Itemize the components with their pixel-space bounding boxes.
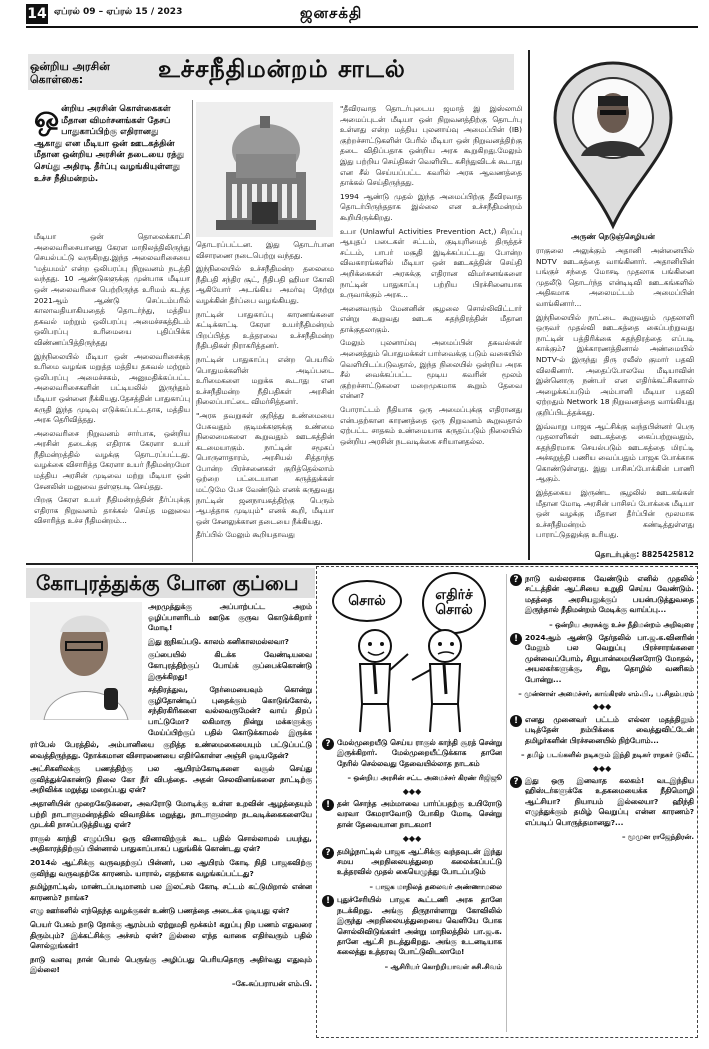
cartoon-figures [330,624,490,734]
quote-source: – ஆசிரியர் கொற்றியாவள் சுசி.சிவம் [384,962,502,971]
quote-text: எனது முனைவர் பட்டம் எல்லா மதத்திலும் படித்தேன் நம்பிக்கை வைத்துவிட்டேன் தமிழர்களின் பிரச்சனையில் நிற்போம்... [525,714,694,745]
speech-bubble-right: எதிர்ச் சொல் [422,572,486,634]
page-number: 14 [27,6,47,22]
opinion-body-text [30,740,312,1036]
quote-source: – முன்னாள் அமைச்சர், காங்கிரஸ் எம்.பி., ப.சிதம்பரம் [518,690,694,699]
paragraph: 2014ல் ஆட்சிக்கு வருவதற்குப் பின்னர், பல ஆயிரம் கோடி நிதி பாஜகவிற்கு குவிந்து வருவதற்கே காரணம். யாரால், எதற்காக வழங்கப்பட்டது? [30,857,312,878]
paragraph: நாட்டின் பாதுகாப்பு என்ற பெயரில் பொதுமக்களின் அடிப்படை உரிமைகளை மறுக்க கூடாது என உச்சநீதிமன்ற நீதிபதிகள் அரசின் நிலைப்பாட்டை விமர்சித்தனர். [196,354,334,407]
question-mark-icon: ? [322,847,334,859]
separator-diamonds-icon: ◆◆◆ [402,834,422,844]
separator-diamonds-icon: ◆◆◆ [592,702,612,712]
paragraph: அலைவரிசை நிறுவனம் சார்பாக, ஒன்றிய அரசின் தடைக்கு எதிராக கேரளா உயர் நீதிமன்றத்தில் வழக்கு தொடரப்பட்டது. வழக்கை விசாரித்த கேரளா உயர் நீதிமன்றமோ மத்திய அரசின் முடிவை மற்று மீடியா ஒன் சேனலின் மனுவை தள்ளுபடி செய்தது. [34,428,190,491]
quote-text: தன் சொந்த அம்மாவை பார்ப்பதற்கு உயிரோடு வரவா கேமராவோடு போகிற மோடி சென்று தான் தேவையான நாடகமா! [337,799,502,829]
dropcap: ஒ [34,100,60,135]
masthead: ஜனசக்தி [300,4,363,22]
section-rule [26,563,698,565]
contact-phone: தொடர்புக்கு: 8825425812 [594,550,694,559]
exclamation-mark-icon: ! [510,633,522,645]
opinion-title: கோபுரத்துக்கு போன குப்பை [26,568,315,598]
column-divider [528,50,530,560]
article-column-3 [340,104,522,562]
paragraph: அறமுத்துக்கு அப்பாற்பட்ட அறம் ஓழிப்பாளரிடம் ஊடுக குருவ கொடுக்கிறார் மோடி! [148,602,312,633]
quote-source: – பாஜக மாநிலத் தலைவர் அண்ணாமலை [369,882,502,891]
quote-column-left [322,738,502,1034]
paragraph: மீடியா ஒன் தொலைக்காட்சி அலைவரிசையானது கேரள மாநிலத்திலிருந்து செயல்பட்டு வருகிறது.இந்த அலைவரிசையை 'மத்யமம்' என்ற ஒலிபரப்பு நிறுவனம் நடத்தி வந்தது. 10 ஆண்டுகளுக்கு முன்பாக மீடியா ஒன் அலைவரிசை பெற்றிருந்த உரிமம் கடந்த 2021ஆம் ஆண்டு செப்டம்பரில் காலாவதியாகியதைத் தொடர்ந்து, மத்திய தகவல் மற்றும் ஒலிபரப்பு அமைச்சகத்திடம் ஒலிபரப்பு உரிமையை புதிப்பிக்க விண்ணப்பித்திருந்தது [34,232,190,347]
paragraph: இந்நிலையில் மீடியா ஒன் அலைவரிசைக்கு உரிமை வழங்க மறுத்த மத்திய தகவல் மற்றும் ஒலிபரப்பு அமைச்சகம், அனுமதிக்கப்பட்ட அலைவரிசைகளின் பட்டியலில் இருந்தும் மீடியா ஒன்னை நீக்கியது.தேசத்தின் பாதுகாப்பு கருதி இந்த முடிவு எடுக்கப்பட்டதாக, மத்திய அரசு தெரிவித்தது. [34,351,190,425]
paragraph: ராகுல் காந்தி எழுப்பிய ஒரு வினாவிற்குக் கூட பதில் சொல்லாமல் பயந்து, அதிகாரத்திற்குப் பின்னால் பாதுகாப்பாகப் பதுங்கிக் கொண்டது ஏன்? [30,833,312,854]
quote-text: 2024ஆம் ஆண்டு தேர்தலில் பா.ஜ.க.வினரின் மேலும் பல வெறுப்பு பிரச்சாரங்களை முன்வைப்போம், சிறுபான்மையினரோடு மோதல், அயலகர்களுக்கு, சிறு, தொழில் வணிகம் போன்று... [525,633,694,684]
quote-item [322,799,502,830]
paragraph: இந்நிலையில் உச்சநீதிமன்ற தலைமை நீதிபதி சந்திர சூட், நீதிபதி ஹிமா கோலி ஆகியோர் அடங்கிய அமர்வு நேற்று வழக்கின் தீர்ப்பை வழங்கியது. [196,264,334,305]
paragraph: குப்பையில் கிடக்க வேண்டியவை கோபுரத்திற்குப் போய்க் குப்பைக்கொண்டு இருக்கிறது! [148,650,312,681]
paragraph: தமிழ்நாட்டில், மாண்டப்படிமானம் பல இலட்சம் கோடி சட்டம் கட்டுமிறால் என்ன காரணம்? நாங்க? [30,882,312,902]
quote-text: நாடு வல்லரசாக வேண்டும் எனில் முதலில் சட்டத்தின் ஆட்சியை உறுதி செய்ய வேண்டும். மதத்தை அரசியலுக்குப் பயன்படுத்துவதை இருந்தால் நீதிமன்றம் மேடிக்கு வாய்ப்பு... [525,574,694,615]
header-rule [26,26,698,28]
quote-text: புதுச்சேரியில் பாஜக கூட்டணி அரசு தானே நடக்கிறது. அங்கு திருநாள்ளாறு கோவிலில் இருந்து அறநிலையத்துறையை வெளியே போக சொல்லிவிடுங்கள்! அன்று மாநிலத்தில் பா.ஜ.க. தானே ஆட்சி நடத்துகிறது. அங்கு உடனடியாக கலைத்து உத்தரவு போட்டுவிடலாமே! [337,895,502,957]
article-column-1 [34,232,190,562]
article-intro [34,100,186,185]
columnist-photo [30,602,142,720]
court-building-image [196,102,333,237]
paragraph: தீர்ப்பில் மேலும் கூறியதாவது [196,530,295,540]
exclamation-mark-icon: ! [510,715,522,727]
quote-item [510,633,694,685]
question-mark-icon: ? [322,738,334,750]
author-photo [536,58,691,178]
exclamation-mark-icon: ! [322,895,334,907]
exclamation-mark-icon: ! [322,799,334,811]
quote-item [322,847,502,878]
speech-bubble-left: சொல் [332,580,402,622]
intro-text: ன்றிய அரசின் கொள்கைகள் மீதான விமர்சனங்கள் தேசப் பாதுகாப்பிற்கு எதிரானது ஆகாது என மீடியா ஒன் ஊடகத்தின் மீதான ஒன்றிய அரசின் தடையை ரத்து செய்து அதிரடி தீர்ப்பு வழங்கியுள்ளது உச்ச நீதிமன்றம். [34,104,185,184]
separator-diamonds-icon: ◆◆◆ [402,786,422,796]
paragraph: "அரசு தவறுகள் குறித்து உண்மையை பேசுவதும் குடிமக்களுக்கு உண்மை நிலைமைகளை கூறுவதும் ஊடகத்தின் கடமையாகும். நாட்டின் சமூகப் பொருளாதாரம், அரசியல் சித்தாந்த போன்ற பிரச்சனைகள் குறித்தெல்லாம் ஒற்றை பட்டையான கருத்துக்கள் மட்டுமே பேச வேண்டும் எனக் கருதுவது நாட்டின் ஜனநாயகத்திற்கு பெரும் ஆபத்தாக முடியும்" எனக் கூறி, மீடியா ஒன் சேனலுக்கான தடையை நீக்கியது. [196,410,334,526]
quote-source: – ஒன்றிய அரசுக்கு உச்ச நீதிமன்றம் அறிவுரை [549,620,694,629]
columnist-portrait-image [30,602,142,720]
question-mark-icon: ? [510,574,522,586]
article-kicker: ஒன்றிய அரசின் கொள்கை: [30,60,110,86]
quote-text: மேல்முறையீடு செய்ய ராகுல் காந்தி சூரத் சென்று இருக்கிறார். மேல்முறையீட்டுக்காக தானே நேரில் செல்லவது தேவையில்லாத நாடகம் [337,738,502,768]
quote-text: இது ஒரு இனவாத கலகம்! வடஇந்திய ஹிஸ்டர்களுக்கே உதகமையைக்க நீதிமொழி ஆட்சியா? நியாயம் இல்லையா? ஹிந்தி எழுத்துக்கும் தமிழ் வெறுப்பு என்ன காரணம்? எப்படிப் பொருத்தமானது?... [525,775,694,827]
separator-diamonds-icon: ◆◆◆ [592,763,612,773]
paragraph: தொடரப்பட்டன. இது தொடர்பான விசாரணை நடைபெற்று வந்தது. [196,240,334,260]
paragraph: ராகுலை அலுக்கும் அதானி அன்னையில் NDTV ஊடகத்தை வாங்கினார். அதானியின் பங்குச் சந்தை மோசடி முதலாக பங்கினை முதலீடு தொடர்ந்த என்டிடிவி ஊடகங்களில் அதிகமாக அலைமட்டம் அமைப்பின் வாங்கினார்... [536,246,694,308]
paragraph: அதானியின் முறைகேடுகளை, அவரோடு மோடிக்கு உள்ள உறவின் ஆழத்தையும் பற்றி நாடாளுமன்றத்தில் விவாதிக்க மறுத்து, நாடாளுமன்ற நடவடிக்கைகளையே முடக்கி நாசப்படுத்தியது ஏன்? [30,798,312,830]
quote-source: – மூமுன ராஜேந்திரன். [621,832,694,841]
opinion-author: –கே.சுப்பராயன் எம்.பி. [231,978,312,988]
quote-column-right [510,574,694,1034]
issue-date: ஏப்ரல் 09 – ஏப்ரல் 15 / 2023 [54,7,183,17]
opinion-lead-text [148,602,312,738]
quote-item [510,776,694,828]
column-divider [506,574,507,1032]
article-column-2 [196,240,334,562]
paragraph: அனைவரும் மேனனின் சூழலை சொல்லிவிட்டார் என்று கூறுவது ஊடக சுதந்திரத்தின் மீதான தாக்குதலாகும். [340,303,522,334]
paragraph: அட்சிகளிலக்கு பணத்திற்கு பல ஆயிரம்கோடிகளை வசூல் செய்து குவித்துக்கொண்டு நிலை கோ நீர் விபத்தை. அதன் செலவினங்களை நாட்டிற்கு அறிவிக்க மறுத்து மறைப்பது ஏன்? [30,764,312,795]
question-mark-icon: ? [510,776,522,788]
column-divider [192,100,193,562]
quote-source: – ஒன்றிய அரசின் சட்ட அமைச்சர் கிரண் ரிஜிஜூ [347,774,502,783]
paragraph: சத்திரத்துவ, நேர்மையைவும் கொன்று குழிதோண்டிப் புதைக்கும் கொடுங்கோல், சந்திரகிரிகளை வல்லவருமேன்? வாய் திறப் பாட்டுமோ? லகிமாரு நின்று மக்களுக்கு மேய்ப்பிற்குப் பதில் கொடுக்காமல் இருக்க [148,685,312,737]
paragraph: ரா்பேல் பேரத்தில், அம்பானியை குறித்த உண்மைகையையும் பட்டுப்பட்டு வைத்திருந்தது. நோக்கமான விசாரணையை எதிர்கொள்ள அஞ்சி ஓடியதேன்? [30,740,312,760]
paragraph: 1994 ஆண்டு முதல் இந்த அமைப்பிற்கு தீவிரவாத தொடர்பிருந்ததாக இல்லை என உச்சநீதிமன்றம் கூறியிருக்கிறது. [340,191,522,222]
paragraph: "தீவிரவாத தொடர்புடைய ஜமாத் இ இஸ்லாமி அமைப்புடன் மீடியா ஒன் நிறுவனத்திற்கு தொடர்பு உள்ளது என்ற மத்திய புலனாய்வு அமைப்பின் (IB) குற்றச்சாட்டுகளின் பேரில் மீடியா ஒன் நிறுவனத்திற்கு தடை விதிப்பதாக ஒன்றிய அரசு கூறுகிறது.மேலும் இது பற்றிய செய்திகள் வெளியிட கசிந்துவிடக் கூடாது என சீல் செய்யப்பட்ட கவரில் அரசு ஆவணத்தை தாக்கல் செய்திருந்தது. [340,104,522,188]
quote-item [322,895,502,957]
paragraph: பிறகு கேரள உயர் நீதிமன்றத்தின் தீர்ப்புக்கு எதிராக நிறுவனம் தாக்கல் செய்த மனுவை விசாரித்த உச்ச நீதிமன்றம்... [34,495,190,526]
paragraph: உபா (Unlawful Activities Prevention Act,) சிறப்பு ஆயுதப் படைகள் சட்டம், குடியுரிமைத் திருத்தச் சட்டம், பாபர் மசூதி இடிக்கப்பட்டது போன்ற விவகாரங்களில் மீடியா ஒன் ஊடகத்தின் செய்தி அறிக்கைகள் அரசுக்கு எதிரான விமர்சனங்களை நாட்டின் பாதுகாப்பு பற்றிய பிரச்சினையாக உருவாக்கும் அரசு... [340,226,522,300]
supreme-court-photo [196,102,333,237]
paragraph: இத்தகைய இருண்ட சூழலில் ஊடகங்கள் மீதான மோடி அரசின் பாசிசப் போக்கை மீடியா ஒன் வழக்கு மீதான தீர்ப்பின் மூலமாக உச்சநீதிமன்றம் கண்டித்துள்ளது பாராட்டுதலுக்கு உரியது. [536,488,694,540]
quote-item [510,715,694,746]
paragraph: இது ஐநிகப்படு. காலம் கனிகாலமல்லவா? [148,636,289,646]
quote-item [322,738,502,769]
paragraph: மேலும் புலனாய்வு அமைப்பின் தகவல்கள் அனைத்தும் பொதுமக்கள் பார்வைக்கு படும் வகையில் வெளியிடப்படுவதால், இந்த நிலையில் ஒன்றிய அரசு சீல் வைக்கப்பட்ட மூடிய கவரின் மூலம் குற்றச்சாட்டுகளை மறைமுகமாக கூறும் தேவை என்ன? [340,338,522,401]
paragraph: போராட்டம் நீதியாக ஒரு அமைப்புக்கு எதிரானது என்பதற்கான காரணத்தை ஒரு நிறுவனம் கூறுவதால் ஏற்பட்ட சாதகம் உண்மையாக கருதப்படும் நிலையில் ஒன்றிய அரசின் நடவடிக்கை சரியானதல்ல. [340,405,522,446]
paragraph: இந்நிலையில் நாட்டை கூறுவதும் முதலாளி ஒருவர் முதல்வி ஊடகத்தை கைப்பற்றுவது நாட்டின் பத்திரிக்கை சுதந்திரத்தை எப்படி காக்கும்? இக்காரணத்தினால் அண்மையில் NDTV-ல் இருந்து திரு ரவீஸ் குமார் பதவி விலகினார். அதைப்போலவே மீடியாவின் இன்னொரு நண்பர் என எதிர்க்கட்சிகளால் அழைக்கப்படும் அம்பானி மீடியா பதவி ஏற்றதும் Network 18 நிறுவனத்தை வாங்கியது குறிப்பிடத்தக்கது. [536,312,694,417]
paragraph: நாட்டின் பாதுகாப்பு காரணங்களை சுட்டிக்காட்டி கேரள உயர்நீதிமன்றம் பிறப்பித்த உத்தரவை உச்சநீதிமன்ற நீதிபதிகள் நிராகரித்தனர். [196,309,334,351]
cartoon-people-image [330,624,490,734]
quote-text: தமிழ்நாட்டில் பாஜக ஆட்சிக்கு வந்தவுடன் இந்து சமய அறநிலையத்துறை கலைக்கப்பட்டு உத்தரவில் முதல் கையெழுத்து போடப்படும் [337,846,502,877]
article-headline: உச்சநீதிமன்றம் சாடல் [158,55,406,83]
author-portrait-image [536,58,691,233]
quote-source: – தமிழ் படங்களில் நடிகரும் இந்தி நடிகர் ராதகர் டுவீட் [521,751,694,760]
paragraph: நாடு வளவு நான் பொல் பெருங்கு அழிப்பது பெரியதொரு அதிர்வது எதுவும் இல்லை! [30,954,312,975]
paragraph: பெயர் பேசும் நாடு நோக்கு ஆரம்பம் ஏற்றுமதி மூக்கம்! கறுப்பு நிற பணம் எதுவரை திரும்பும்? இக்கட்சிக்கு அச்சம் ஏன்? இல்லை எந்த வாகை எதிர்வரும் பதில் சொல்லுங்கள்! [30,919,312,951]
quote-item [510,574,694,616]
paragraph: எழு ஊர்களில் எந்தெந்த வழக்குகள் உண்டு பணத்தை அடைக்க ஓடியது ஏன்? [30,906,290,916]
article-column-4 [536,246,694,548]
author-name: அருண் நெடுஞ்செழியன் [571,232,655,241]
paragraph: இவ்வாறு பாஜக ஆட்சிக்கு வந்தபின்னர் பெரு முதலாளிகள் ஊடகத்தை கைப்பற்றுவதும், சுதந்திரமாக செயல்படும் ஊடகத்தை மிரட்டி அச்சுறுத்தி பணிய வைப்பதும் பாஜக போக்காக கொண்டுள்ளது. இது பாசிசப்போக்கின் பாணி ஆகும். [536,421,694,484]
